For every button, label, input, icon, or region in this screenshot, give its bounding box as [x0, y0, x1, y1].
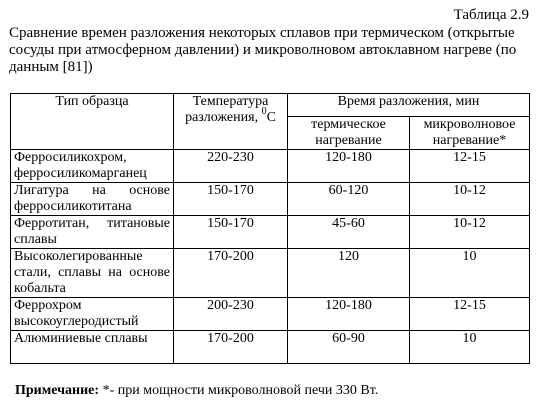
cell-sample-name: Ферротитан, титановые сплавы: [11, 216, 174, 249]
cell-temperature: 170-200: [174, 249, 288, 298]
cell-thermal-time: 60-90: [288, 331, 410, 364]
cell-sample-name: Алюминиевые сплавы: [11, 331, 174, 364]
cell-thermal-time: 120-180: [288, 298, 410, 331]
note-label: Примечание:: [15, 383, 100, 398]
table-note: [15, 383, 378, 399]
table-row: [11, 150, 530, 183]
cell-sample-name: Ферросиликохром, ферросиликомарганец: [11, 150, 174, 183]
cell-microwave-time: 10: [410, 249, 530, 298]
cell-thermal-time: 45-60: [288, 216, 410, 249]
cell-temperature: 200-230: [174, 298, 288, 331]
header-temperature: [174, 94, 288, 150]
table-row: [11, 216, 530, 249]
cell-microwave-time: 12-15: [410, 150, 530, 183]
header-time-group: Время разложения, мин: [288, 94, 530, 117]
table-row: [11, 249, 530, 298]
cell-sample-name: Феррохром высокоуглеродистый: [11, 298, 174, 331]
cell-thermal-time: 60-120: [288, 183, 410, 216]
header-sample-type: Тип образца: [11, 94, 174, 150]
cell-microwave-time: 10-12: [410, 216, 530, 249]
header-microwave: микроволновое нагревание*: [410, 117, 530, 150]
header-temperature-degree: 0: [261, 106, 267, 118]
table-row: [11, 298, 530, 331]
cell-temperature: 150-170: [174, 183, 288, 216]
cell-sample-name: Высоколегированные стали, сплавы на основе кобальта: [11, 249, 174, 298]
cell-temperature: 170-200: [174, 331, 288, 364]
cell-sample-name: Лигатура на основе ферросиликотитана: [11, 183, 174, 216]
header-temperature-text: Температура разложения,: [185, 94, 269, 125]
table-row: [11, 183, 530, 216]
cell-microwave-time: 10: [410, 331, 530, 364]
header-thermal: термическое нагревание: [288, 117, 410, 150]
data-table: [10, 93, 530, 364]
cell-temperature: 150-170: [174, 216, 288, 249]
cell-microwave-time: 10-12: [410, 183, 530, 216]
table-number: Таблица 2.9: [453, 7, 529, 23]
table-row: [11, 331, 530, 364]
cell-temperature: 220-230: [174, 150, 288, 183]
cell-microwave-time: 12-15: [410, 298, 530, 331]
note-text: *- при мощности микроволновой печи 330 Вт.: [99, 383, 379, 398]
cell-thermal-time: 120-180: [288, 150, 410, 183]
cell-thermal-time: 120: [288, 249, 410, 298]
table-caption: Сравнение времен разложения некоторых сплавов при термическом (открытые сосуды при атмосферном давлении) и микроволновом автоклавном нагреве (по данным [81]): [9, 25, 517, 75]
header-temperature-unit: С: [266, 110, 276, 125]
